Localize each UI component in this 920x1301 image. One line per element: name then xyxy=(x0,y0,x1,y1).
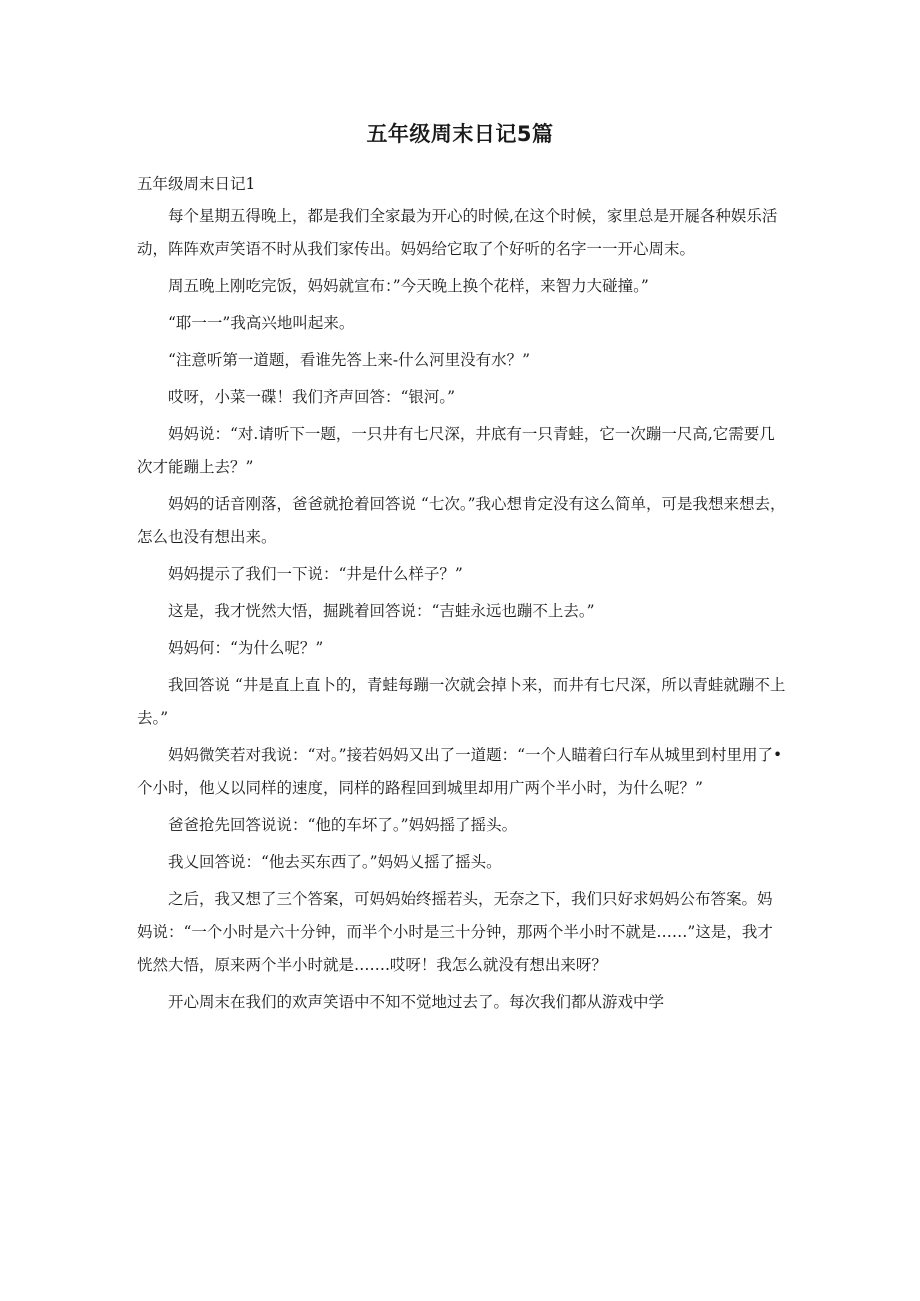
paragraph: 开心周末在我们的欢声笑语中不知不觉地过去了。每次我们都从游戏中学 xyxy=(168,993,665,1011)
document-title: 五年级周末日记5篇 xyxy=(366,122,554,146)
paragraph: 妈妈何：“为什么呢？” xyxy=(168,639,324,657)
paragraph: “耶一一”我高兴地叫起来。 xyxy=(168,314,355,332)
document-body xyxy=(137,200,787,1023)
paragraph: 我乂回答说：“他去买东西了。”妈妈乂摇了摇头。 xyxy=(168,853,502,871)
paragraph: 这是，我才恍然大悟，掘跳着回答说：“吉蛙永远也蹦不上去。” xyxy=(168,602,595,620)
section-heading: 五年级周末日记1 xyxy=(137,175,256,193)
paragraph: 妈妈提示了我们一下说：“井是什么样子？” xyxy=(168,565,463,583)
paragraph: 妈妈微笑若对我说：“对。”接若妈妈又出了一道题：“一个人瞄着臼行车从城里到村里用了•个小时，他乂以同样的速度，同样的路程回到城里却用广两个半小时，为什么呢？” xyxy=(137,746,783,797)
paragraph: 妈妈的话音刚落，爸爸就抢着回答说 “七次。”我心想肯定没有这么简单，可是我想来想去，怎么也没有想出来。 xyxy=(137,495,786,546)
paragraph: 每个星期五得晚上，都是我们全家最为开心的时候,在这个时候，家里总是开屣各种娱乐活动，阵阵欢声笑语不时从我们家传出。妈妈给它取了个好听的名字一一开心周末。 xyxy=(137,207,778,258)
paragraph: 我回答说 “井是直上直卜的，青蛙每蹦一次就会掉卜来，而井有七尺深，所以青蛙就蹦不上去。” xyxy=(137,676,786,727)
paragraph: “注意听第一道题，看谁先答上来-什么河里没有水？” xyxy=(168,351,531,369)
paragraph: 之后，我又想了三个答案，可妈妈始终摇若头，无奈之下，我们只好求妈妈公布答案。妈妈说：“一个小时是六十分钟，而半个小时是三十分钟，那两个半小时不就是……”这是，我才恍然大悟，原来两个半小时就是…….哎呀！我怎么就没有想出来呀？ xyxy=(137,890,773,974)
paragraph: 妈妈说：“对.请听下一题，一只井有七尺深，井底有一只青蛙，它一次蹦一尺高,它需要几次才能蹦上去？” xyxy=(137,425,775,476)
paragraph: 哎呀，小菜一碟！我们齐声回答：“银河。” xyxy=(168,388,456,406)
paragraph: 周五晚上刚吃完饭，妈妈就宣布：”今天晚上换个花样，来智力大碰撞。” xyxy=(168,277,649,295)
paragraph: 爸爸抢先回答说说：“他的车坏了。”妈妈摇了摇头。 xyxy=(168,816,518,834)
